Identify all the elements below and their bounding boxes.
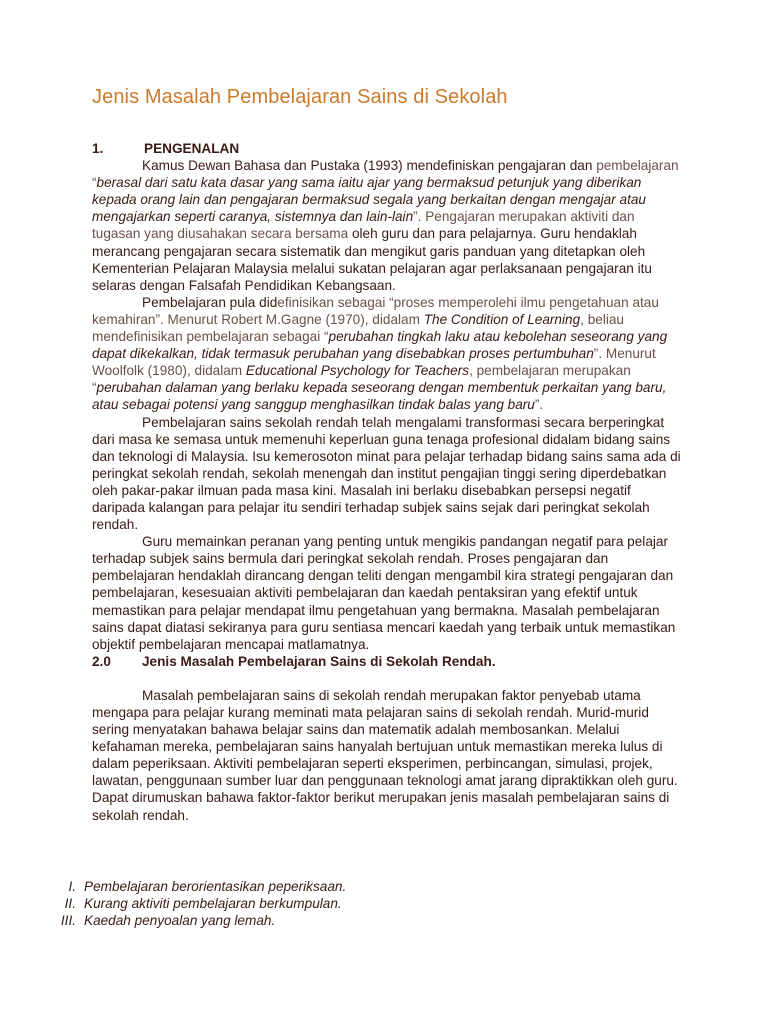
paragraph-3: Pembelajaran sains sekolah rendah telah mengalami transformasi secara berperingkat dari masa ke semasa untuk memenuhi keperluan guna tenaga profesional didalam bidang sains dan teknologi di Malaysia. Isu kemerosoton minat para pelajar terhadap bidang sains sama ada di peringkat sekolah rendah, sekolah menengah dan institut pengajian tinggi sering diperdebatkan oleh pakar-pakar ilmuan pada masa kini. Masalah ini berlaku disebabkan persepsi negatif daripada kalangan para pelajar itu sendiri terhadap subjek sains sejak dari peringkat sekolah rendah. xyxy=(92,414,681,533)
text-run: ”. Pengajaran merupakan aktiviti dan tugasan yang diusahakan secara bersama xyxy=(92,209,635,242)
list-text: Pembelajaran berorientasikan peperiksaan. xyxy=(84,879,347,894)
book-title: The Condition of Learning xyxy=(423,311,581,327)
section-title: PENGENALAN xyxy=(144,141,240,156)
section-heading-1 xyxy=(92,140,682,157)
list-number: II. xyxy=(64,896,76,912)
section-number: 2.0 xyxy=(92,653,111,669)
text-run: , beliau mendefinisikan pembelajaran sebagai “ xyxy=(92,311,624,345)
section-heading-2 xyxy=(92,653,682,670)
paragraph-2 xyxy=(92,294,682,414)
page-title: Jenis Masalah Pembelajaran Sains di Sekolah xyxy=(92,86,508,108)
text-run: ”. Menurut Woolfolk (1980), didalam xyxy=(92,346,656,379)
italic-quote: perubahan tingkah laku atau kebolehan seseorang yang dapat dikekalkan, tidak termasuk perubahan yang disebabkan proses pertumbuhan xyxy=(92,329,668,362)
italic-quote: berasal dari satu kata dasar yang sama iaitu ajar yang bermaksud petunjuk yang diberikan kepada orang lain dan pengajaran bermaksud segala yang berkaitan dengan mengajar atau mengajarkan seperti caranya, sistemnya dan lain-lain xyxy=(92,175,646,225)
spacer xyxy=(92,670,682,687)
text-run: , pembelajaran merupakan “ xyxy=(92,363,631,396)
section-number: 1. xyxy=(92,141,104,156)
paragraph-5: Masalah pembelajaran sains di sekolah rendah merupakan faktor penyebab utama mengapa para pelajar kurang meminati mata pelajaran sains di sekolah rendah. Murid-murid sering menyatakan bahawa belajar sains dan matematik adalah membosankan. Melalui kefahaman mereka, pembelajaran sains hanyalah bertujuan untuk memastikan mereka lulus di dalam peperiksaan. Aktiviti pembelajaran seperti eksperimen, perbincangan, simulasi, projek, lawatan, penggunaan sumber luar dan penggunaan teknologi amat jarang dipraktikkan oleh guru. Dapat dirumuskan bahawa faktor-faktor berikut merupakan jenis masalah pembelajaran sains di sekolah rendah. xyxy=(92,687,678,823)
paragraph-1 xyxy=(92,157,682,294)
list-text: Kaedah penyoalan yang lemah. xyxy=(84,913,276,929)
paragraph-4: Guru memainkan peranan yang penting untuk mengikis pandangan negatif para pelajar terhadap subjek sains bermula dari peringkat sekolah rendah. Proses pengajaran dan pembelajaran hendaklah dirancang dengan teliti dengan mengambil kira strategi pengajaran dan pembelajaran, kesesuaian aktiviti pembelajaran dan kaedah pentaksiran yang efektif untuk memastikan para pelajar mendapat ilmu pengetahuan yang bermakna. Masalah pembelajaran sains dapat diatasi sekiranya para guru sentiasa mencari kaedah yang terbaik untuk memastikan objektif pembelajaran mencapai matlamatnya. xyxy=(92,534,676,652)
text-run: pembelajaran “ xyxy=(92,158,679,191)
list-text: Kurang aktiviti pembelajaran berkumpulan. xyxy=(84,896,342,912)
text-run: Kamus Dewan Bahasa dan Pustaka (1993) mendefiniskan pengajaran dan xyxy=(142,158,593,174)
list-number: III. xyxy=(60,913,76,929)
text-run: Pembelajaran pula did xyxy=(142,294,278,310)
document-body xyxy=(92,140,682,824)
list-item xyxy=(38,878,346,895)
italic-quote: perubahan dalaman yang berlaku kepada seseorang dengan membentuk perkaitan yang baru, atau sebagai potensi yang sanggup menghasilkan tindak balas yang baru xyxy=(92,380,667,413)
list-number: I. xyxy=(68,879,76,894)
text-run: oleh guru dan para pelajarnya. Guru hendaklah merancang pengajaran secara sistematik dan mengikut garis panduan yang ditetapkan oleh Kementerian Pelajaran Malaysia melalui sukatan pelajaran agar perlaksanaan pengajaran itu selaras dengan Falsafah Pendidikan Kebangsaan. xyxy=(92,226,652,293)
list-item xyxy=(38,895,346,912)
text-run: ”. xyxy=(534,397,544,413)
section-title: Jenis Masalah Pembelajaran Sains di Sekolah Rendah. xyxy=(142,653,496,669)
book-title: Educational Psychology for Teachers xyxy=(245,363,470,379)
problem-list xyxy=(38,878,346,930)
list-item xyxy=(38,912,346,929)
text-run: efinisikan sebagai “proses memperolehi ilmu pengetahuan atau kemahiran”. Menurut Robert M.Gagne (1970), didalam xyxy=(92,294,659,327)
